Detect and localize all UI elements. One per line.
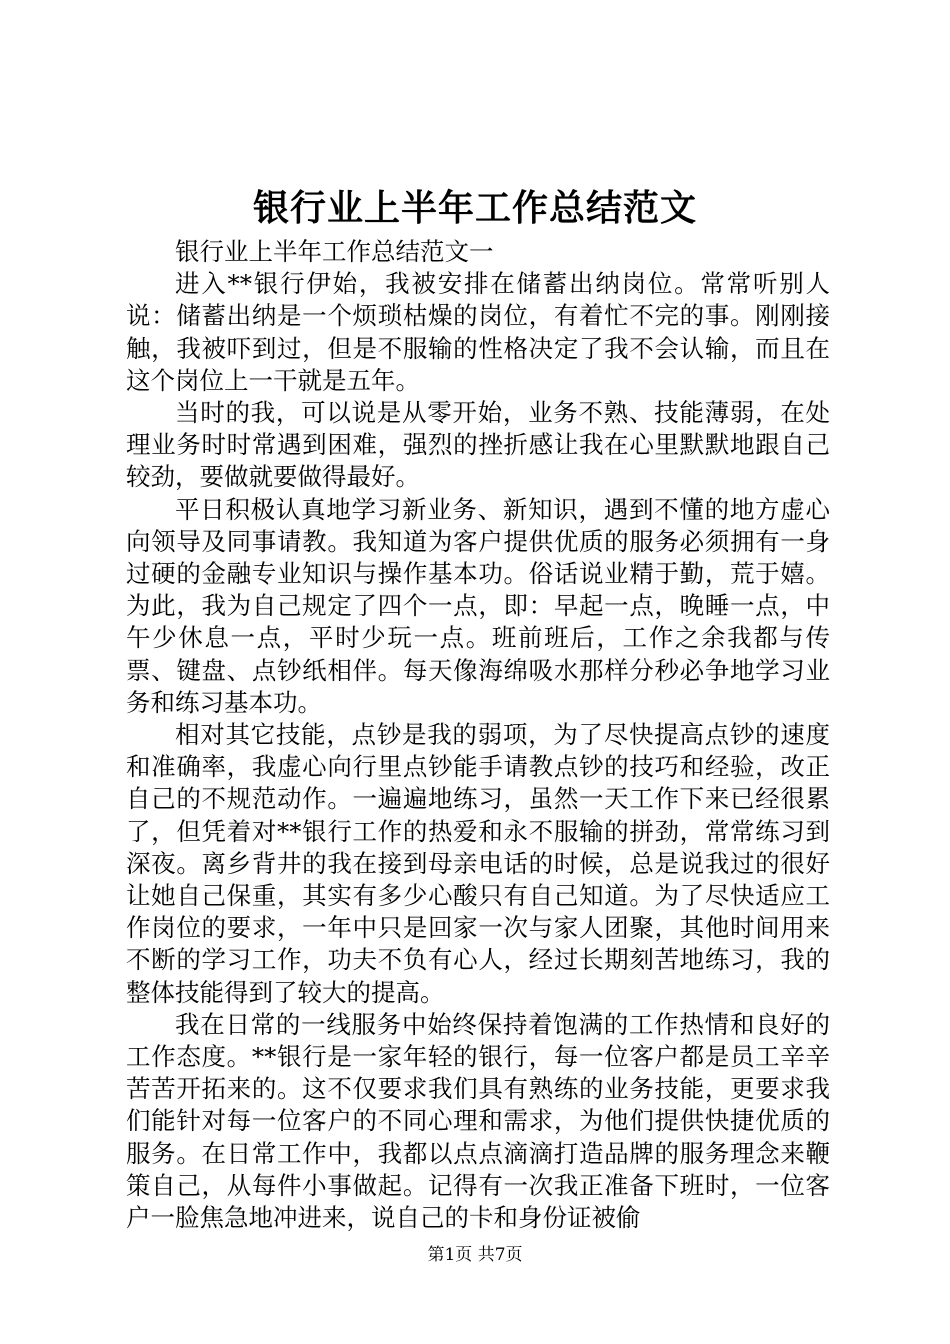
paragraph-5: 我在日常的一线服务中始终保持着饱满的工作热情和良好的工作态度。**银行是一家年轻的银行，每一位客户都是员工辛辛苦苦开拓来的。这不仅要求我们具有熟练的业务技能，更要求我们能针对每一位客户的不同心理和需求，为他们提供快捷优质的服务。在日常工作中，我都以点点滴滴打造品牌的服务理念来鞭策自己，从每件小事做起。记得有一次我正准备下班时，一位客户一脸焦急地冲进来，说自己的卡和身份证被偷 bbox=[126, 1009, 830, 1233]
page-footer: 第1页 共7页 bbox=[427, 1245, 523, 1265]
paragraph-3: 平日积极认真地学习新业务、新知识，遇到不懂的地方虚心向领导及同事请教。我知道为客户提供优质的服务必须拥有一身过硬的金融专业知识与操作基本功。俗话说业精于勤，荒于嬉。为此，我为自己规定了四个一点，即：早起一点，晚睡一点，中午少休息一点，平时少玩一点。班前班后，工作之余我都与传票、键盘、点钞纸相伴。每天像海绵吸水那样分秒必争地学习业务和练习基本功。 bbox=[126, 494, 830, 717]
paragraph-subtitle: 银行业上半年工作总结范文一 bbox=[175, 237, 494, 266]
paragraph-1: 进入**银行伊始，我被安排在储蓄出纳岗位。常常听别人说：储蓄出纳是一个烦琐枯燥的岗位，有着忙不完的事。刚刚接触，我被吓到过，但是不服输的性格决定了我不会认输，而且在这个岗位上一干就是五年。 bbox=[126, 269, 830, 395]
paragraph-4: 相对其它技能，点钞是我的弱项，为了尽快提高点钞的速度和准确率，我虚心向行里点钞能手请教点钞的技巧和经验，改正自己的不规范动作。一遍遍地练习，虽然一天工作下来已经很累了，但凭着对**银行工作的热爱和永不服输的拼劲，常常练习到深夜。离乡背井的我在接到母亲电话的时候，总是说我过的很好让她自己保重，其实有多少心酸只有自己知道。为了尽快适应工作岗位的要求，一年中只是回家一次与家人团聚，其他时间用来不断的学习工作，功夫不负有心人，经过长期刻苦地练习，我的整体技能得到了较大的提高。 bbox=[126, 720, 830, 1007]
document-body bbox=[126, 236, 830, 1234]
document-title: 银行业上半年工作总结范文 bbox=[252, 187, 697, 229]
paragraph-2: 当时的我，可以说是从零开始，业务不熟、技能薄弱，在处理业务时时常遇到困难，强烈的挫折感让我在心里默默地跟自己较劲，要做就要做得最好。 bbox=[126, 398, 830, 492]
